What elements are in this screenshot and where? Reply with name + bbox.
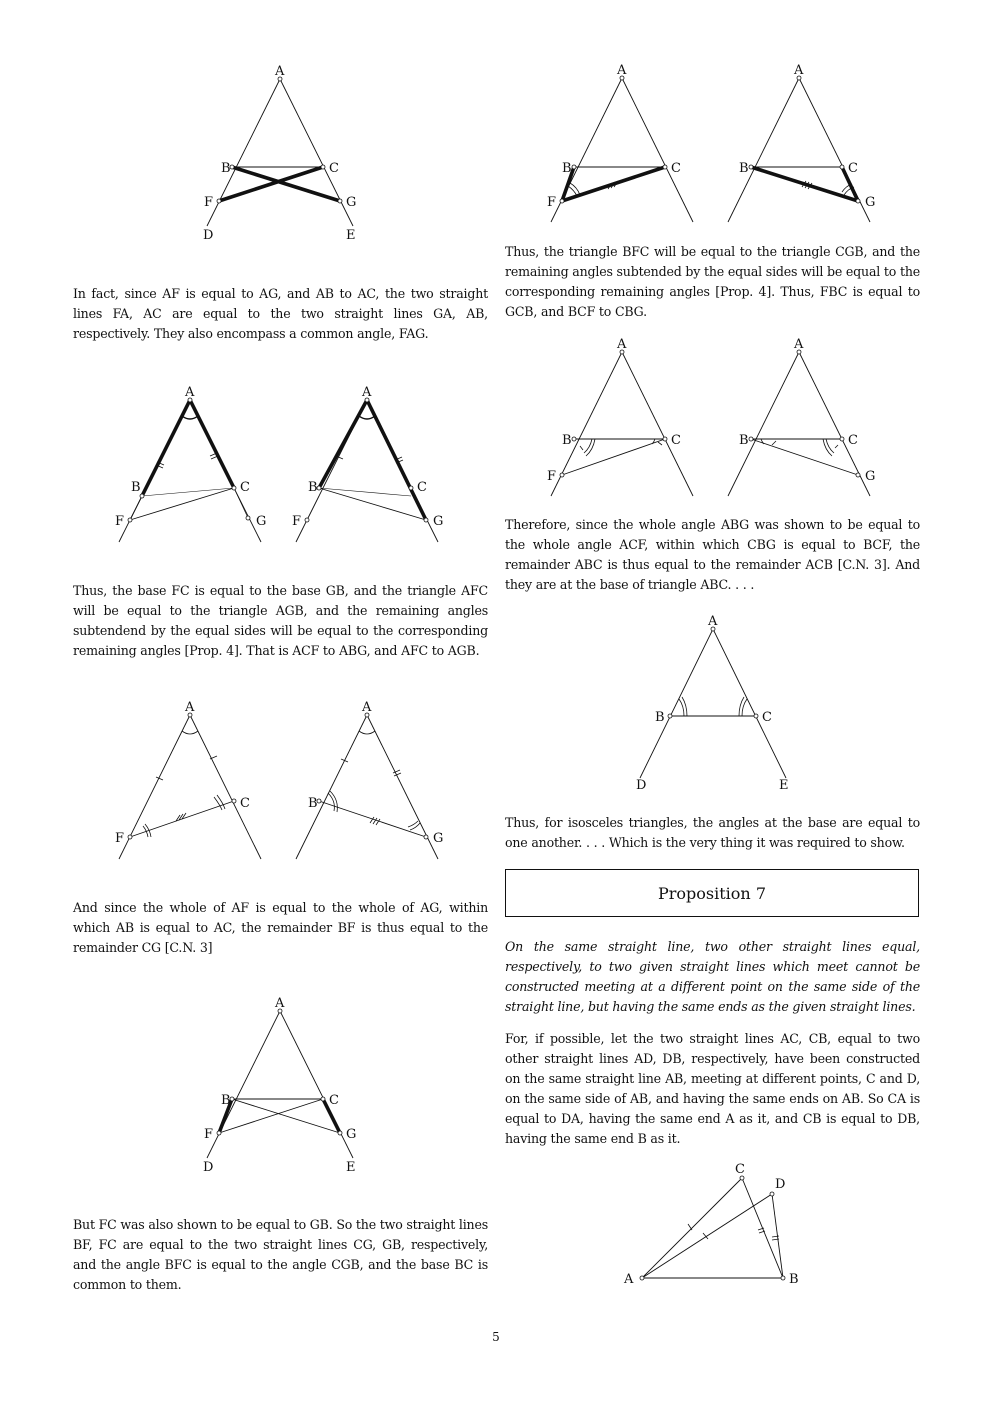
label-C: C bbox=[671, 433, 681, 448]
label-G: G bbox=[433, 514, 444, 529]
label-F: F bbox=[547, 195, 557, 210]
label-A: A bbox=[362, 700, 372, 715]
figure-4 bbox=[195, 990, 375, 1180]
paragraph-6: Therefore, since the whole angle ABG was shown to be equal to the whole angle ACF, within which CBG is equal to BCF, the remainder ABC is thus equal to the remainder ACB [C.N. 3]. And they are at the base of triangle ABC. . . . bbox=[505, 517, 920, 592]
paragraph-7: Thus, for isosceles triangles, the angles at the base are equal to one another. . . . Which is the very thing it was required to show. bbox=[505, 815, 920, 850]
figure-8 bbox=[620, 1158, 820, 1293]
label-G: G bbox=[256, 514, 267, 529]
figure-5 bbox=[540, 58, 890, 228]
label-F: F bbox=[547, 469, 557, 484]
label-D: D bbox=[203, 1160, 214, 1175]
label-F: F bbox=[204, 195, 214, 210]
paragraph-4: But FC was also shown to be equal to GB. So the two straight lines BF, FC are equal to the two straight lines CG, GB, respectively, and the angle BFC is equal to the angle CGB, and the base BC is common to them. bbox=[73, 1217, 488, 1292]
figure-2 bbox=[110, 380, 460, 550]
label-F: F bbox=[115, 831, 125, 846]
label-B: B bbox=[131, 480, 141, 495]
label-C: C bbox=[671, 161, 681, 176]
label-B: B bbox=[562, 161, 572, 176]
label-C: C bbox=[329, 1093, 339, 1108]
label-A: A bbox=[185, 700, 195, 715]
label-C: C bbox=[848, 433, 858, 448]
label-B: B bbox=[221, 161, 231, 176]
label-F: F bbox=[115, 514, 125, 529]
label-G: G bbox=[346, 1127, 357, 1142]
label-G: G bbox=[346, 195, 357, 210]
paragraph-2: Thus, the base FC is equal to the base GB, and the triangle AFC will be equal to the triangle AGB, and the remaining angles subtendend by the equal sides will be equal to the corresponding remaining angles [Prop. 4]. That is ACF to ABG, and AFC to AGB. bbox=[73, 583, 488, 658]
label-C: C bbox=[329, 161, 339, 176]
label-B: B bbox=[739, 161, 749, 176]
label-B: B bbox=[308, 480, 318, 495]
label-E: E bbox=[346, 228, 356, 243]
label-B: B bbox=[221, 1093, 231, 1108]
label-G: G bbox=[433, 831, 444, 846]
label-A: A bbox=[275, 64, 285, 79]
figure-3 bbox=[110, 697, 460, 867]
paragraph-1: In fact, since AF is equal to AG, and AB to AC, the two straight lines FA, AC are equal to the two straight lines GA, AB, respectively. They also encompass a common angle, FAG. bbox=[73, 286, 488, 341]
label-A: A bbox=[617, 337, 627, 352]
label-C: C bbox=[240, 796, 250, 811]
figure-1 bbox=[195, 58, 375, 248]
proposition-title: Proposition 7 bbox=[658, 883, 766, 903]
proposition-heading-box bbox=[505, 869, 919, 917]
label-B: B bbox=[789, 1272, 799, 1287]
label-B: B bbox=[308, 796, 318, 811]
paragraph-3: And since the whole of AF is equal to the whole of AG, within which AB is equal to AC, the remainder BF is thus equal to the remainder CG [C.N. 3] bbox=[73, 900, 488, 955]
label-E: E bbox=[346, 1160, 356, 1175]
label-C: C bbox=[762, 710, 772, 725]
figure-6 bbox=[540, 332, 890, 502]
figure-7 bbox=[628, 610, 808, 800]
label-G: G bbox=[865, 195, 876, 210]
label-B: B bbox=[739, 433, 749, 448]
label-C: C bbox=[735, 1162, 745, 1177]
label-C: C bbox=[417, 480, 427, 495]
label-A: A bbox=[794, 63, 804, 78]
label-A: A bbox=[794, 337, 804, 352]
label-A: A bbox=[275, 996, 285, 1011]
label-A: A bbox=[708, 614, 718, 629]
label-D: D bbox=[636, 778, 647, 793]
label-A: A bbox=[185, 385, 195, 400]
label-D: D bbox=[203, 228, 214, 243]
label-D: D bbox=[775, 1177, 786, 1192]
label-B: B bbox=[655, 710, 665, 725]
label-F: F bbox=[292, 514, 302, 529]
paragraph-9: For, if possible, let the two straight lines AC, CB, equal to two other straight lines AD, DB, respectively, have been constructed on the same straight line AB, meeting at different points, C and D, on the same side of AB, and having the same ends on AB. So CA is equal to DA, having the same end A as it, and CB is equal to DB, having the same end B as it. bbox=[505, 1031, 920, 1146]
label-B: B bbox=[562, 433, 572, 448]
label-A: A bbox=[617, 63, 627, 78]
label-C: C bbox=[240, 480, 250, 495]
label-G: G bbox=[865, 469, 876, 484]
label-A: A bbox=[624, 1272, 634, 1287]
paragraph-5: Thus, the triangle BFC will be equal to the triangle CGB, and the remaining angles subtended by the equal sides will be equal to the corresponding remaining angles [Prop. 4]. Thus, FBC is equal to GCB, and BCF to CBG. bbox=[505, 244, 920, 319]
label-C: C bbox=[848, 161, 858, 176]
label-A: A bbox=[362, 385, 372, 400]
page-number: 5 bbox=[492, 1330, 500, 1344]
label-E: E bbox=[779, 778, 789, 793]
proposition-statement: On the same straight line, two other straight lines equal, respectively, to two given straight lines which meet cannot be constructed meeting at a different point on the same side of the straight line, but having the same ends as the given straight lines. bbox=[505, 939, 920, 1014]
label-F: F bbox=[204, 1127, 214, 1142]
